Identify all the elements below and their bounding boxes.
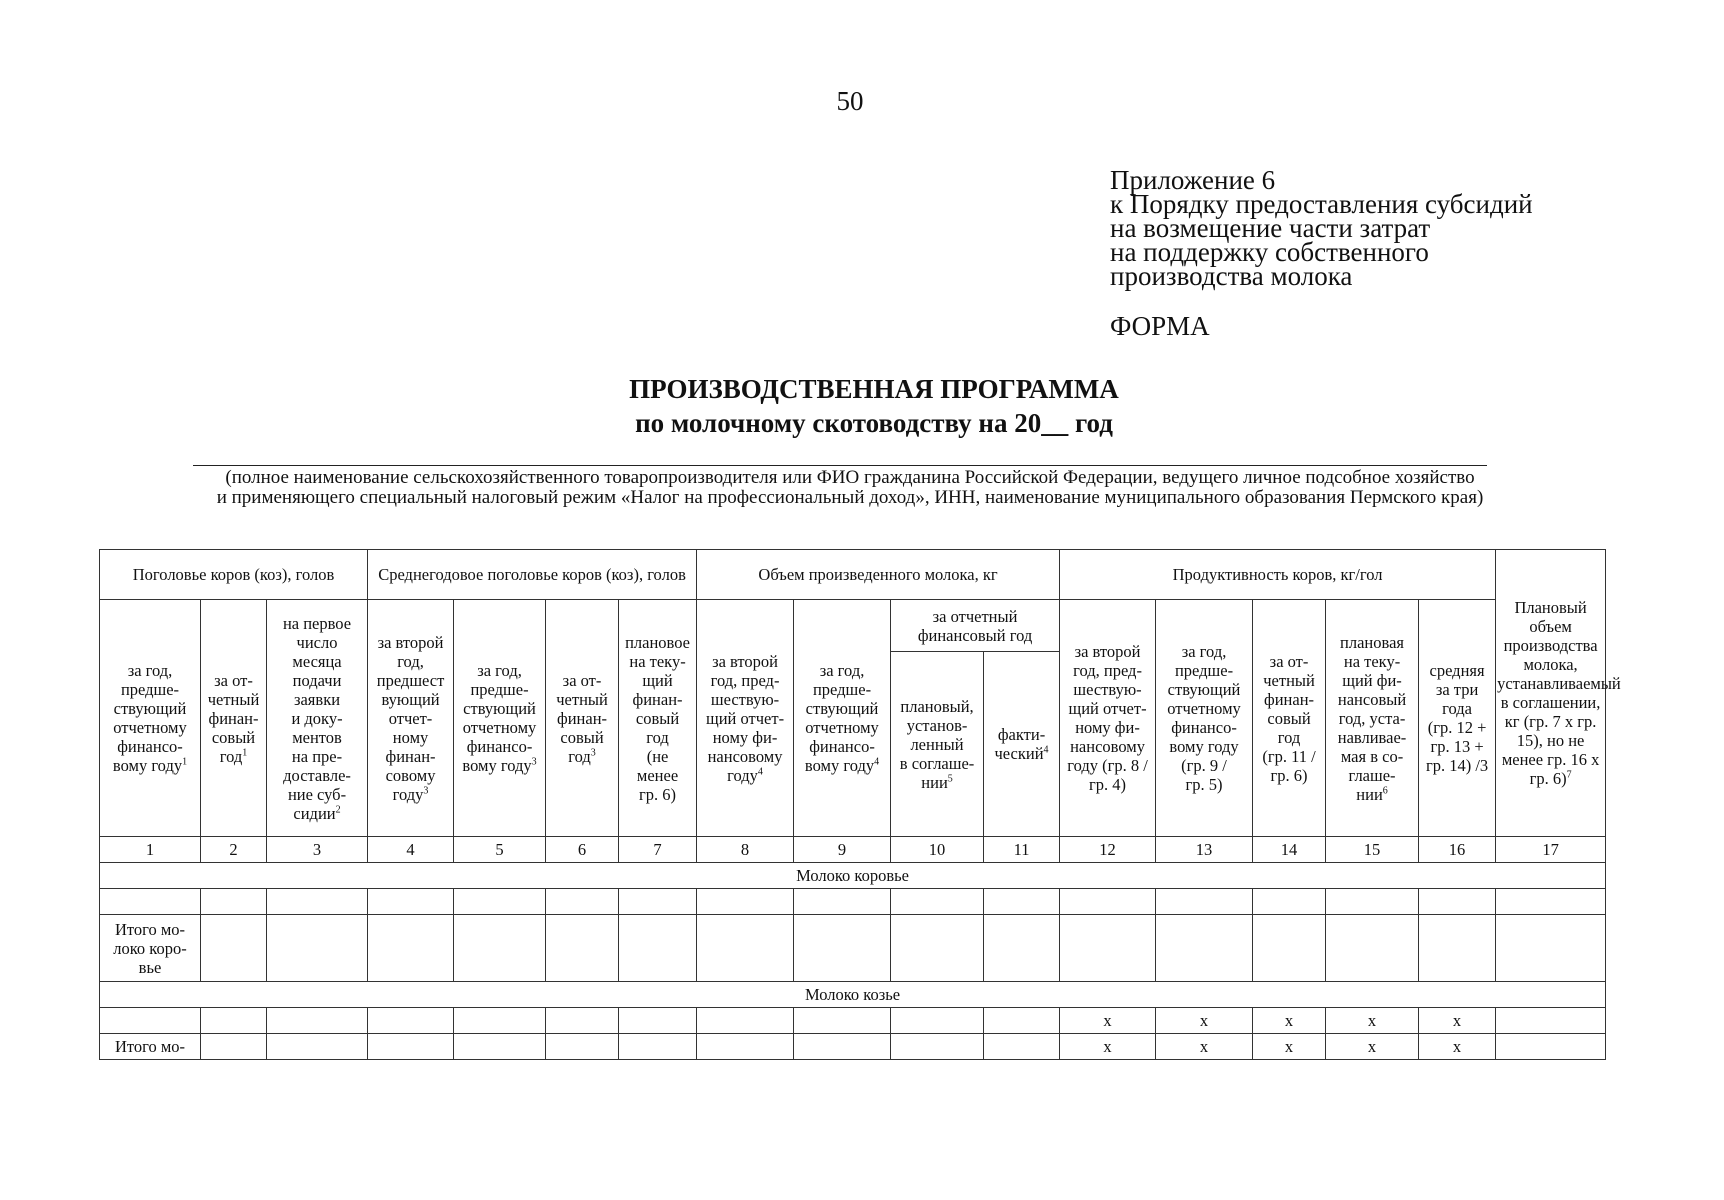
table-cell[interactable]	[454, 889, 546, 915]
table-cell[interactable]	[1496, 889, 1606, 915]
table-cell[interactable]	[454, 915, 546, 982]
table-cell[interactable]	[1496, 1008, 1606, 1034]
column-number: 13	[1156, 837, 1253, 863]
table-cell[interactable]	[1253, 889, 1326, 915]
table-cell[interactable]	[619, 1008, 697, 1034]
column-number: 15	[1326, 837, 1419, 863]
x-mark-cell: х	[1060, 1034, 1156, 1060]
table-cell[interactable]	[1156, 915, 1253, 982]
table-cell[interactable]	[984, 1008, 1060, 1034]
table-cell[interactable]	[619, 1034, 697, 1060]
form-label: ФОРМА	[1110, 311, 1210, 341]
column-number: 7	[619, 837, 697, 863]
x-mark-cell: х	[1156, 1034, 1253, 1060]
fill-in-line	[193, 465, 1487, 466]
table-cell[interactable]	[454, 1008, 546, 1034]
header-planned-volume: Плановый объем производства молока, устанавливаемый в соглашении, кг (гр. 7 х гр. 15), но не менее гр. 16 х гр. 6)$^7$	[1496, 550, 1606, 837]
x-mark-cell: х	[1156, 1008, 1253, 1034]
table-cell[interactable]	[891, 1008, 984, 1034]
col-header: за второй год, пред- шествую- щий отчет- ному фи- нансовому году$^4$	[697, 600, 794, 837]
table-cell[interactable]	[619, 915, 697, 982]
table-cell[interactable]	[368, 1008, 454, 1034]
table-cell[interactable]	[1060, 889, 1156, 915]
production-program-table	[99, 549, 1621, 1060]
table-cell[interactable]	[201, 915, 267, 982]
table-cell[interactable]	[546, 915, 619, 982]
column-number: 10	[891, 837, 984, 863]
table-cell[interactable]	[984, 915, 1060, 982]
table-cell[interactable]	[697, 1008, 794, 1034]
col-header: за от- четный финан- совый год (гр. 11 / гр. 6)	[1253, 600, 1326, 837]
table-cell[interactable]	[454, 1034, 546, 1060]
table-cell[interactable]	[794, 915, 891, 982]
table-cell[interactable]	[1326, 889, 1419, 915]
col-header: за год, предше- ствующий отчетному финансо- вому году$^1$	[100, 600, 201, 837]
table-cell[interactable]	[984, 1034, 1060, 1060]
section-cow-milk: Молоко коровье	[100, 863, 1606, 889]
table-cell[interactable]	[267, 1008, 368, 1034]
table-cell[interactable]	[984, 889, 1060, 915]
table-cell[interactable]	[368, 1034, 454, 1060]
col-header: плановый, установ- ленный в соглаше- нии$^5$	[891, 652, 984, 837]
header-milk-volume: Объем произведенного молока, кг	[697, 550, 1060, 600]
table-cell[interactable]	[267, 889, 368, 915]
header-productivity: Продуктивность коров, кг/гол	[1060, 550, 1496, 600]
col-header: плановое на теку- щий финан- совый год (не менее гр. 6)	[619, 600, 697, 837]
total-goat-label: Итого мо-	[100, 1034, 201, 1060]
header-avg-head-count: Среднегодовое поголовье коров (коз), голов	[368, 550, 697, 600]
column-number: 16	[1419, 837, 1496, 863]
x-mark-cell: х	[1253, 1034, 1326, 1060]
header-head-count: Поголовье коров (коз), голов	[100, 550, 368, 600]
table-cell[interactable]	[368, 889, 454, 915]
col-header: на первое число месяца подачи заявки и доку- ментов на пре- доставле- ние суб- сидии$^2$	[267, 600, 368, 837]
table-row	[100, 889, 1606, 915]
table-cell[interactable]	[697, 1034, 794, 1060]
document-title	[0, 372, 1700, 440]
col-header: за год, предше- ствующий отчетному финансо- вому году (гр. 9 / гр. 5)	[1156, 600, 1253, 837]
table-cell[interactable]	[368, 915, 454, 982]
caption-line: и применяющего специальный налоговый режим «Налог на профессиональный доход», ИНН, наименование муниципального образования Пермского края)	[216, 487, 1484, 508]
table-cell[interactable]	[1060, 915, 1156, 982]
column-number: 4	[368, 837, 454, 863]
appendix-line: на поддержку собственного	[1110, 237, 1429, 267]
table-cell[interactable]	[1326, 915, 1419, 982]
x-mark-cell: х	[1253, 1008, 1326, 1034]
x-mark-cell: х	[1419, 1034, 1496, 1060]
table-row	[100, 1008, 1606, 1034]
col-header: за второй год, предшест вующий отчет- ному финан- совому году$^3$	[368, 600, 454, 837]
table-cell[interactable]	[201, 1008, 267, 1034]
table-cell[interactable]	[697, 889, 794, 915]
table-cell[interactable]	[100, 889, 201, 915]
total-cow-label: Итого мо- локо коро- вье	[100, 915, 201, 982]
table-cell[interactable]	[794, 1034, 891, 1060]
table-cell[interactable]	[619, 889, 697, 915]
column-number: 1	[100, 837, 201, 863]
section-goat-milk: Молоко козье	[100, 982, 1606, 1008]
x-mark-cell: х	[1060, 1008, 1156, 1034]
appendix-line: Приложение 6	[1110, 165, 1276, 195]
header-reporting-year: за отчетный финансовый год	[891, 600, 1060, 652]
col-header: за год, предше- ствующий отчетному финансо- вому году$^3$	[454, 600, 546, 837]
table-cell[interactable]	[267, 1034, 368, 1060]
table-cell[interactable]	[891, 915, 984, 982]
table-row	[100, 1034, 1606, 1060]
table-cell[interactable]	[697, 915, 794, 982]
x-mark-cell: х	[1326, 1008, 1419, 1034]
subtitle-line: по молочному скотоводству на 20__ год	[635, 408, 1113, 438]
appendix-block	[1110, 165, 1533, 291]
column-number: 11	[984, 837, 1060, 863]
table-cell[interactable]	[546, 1008, 619, 1034]
appendix-line: на возмещение части затрат	[1110, 213, 1431, 243]
table-cell[interactable]	[891, 889, 984, 915]
table-cell[interactable]	[1496, 1034, 1606, 1060]
column-number: 2	[201, 837, 267, 863]
column-number: 9	[794, 837, 891, 863]
table-row	[100, 915, 1606, 982]
col-header: за второй год, пред- шествую- щий отчет- ному фи- нансовому году (гр. 8 / гр. 4)	[1060, 600, 1156, 837]
table-cell[interactable]	[201, 889, 267, 915]
table-cell[interactable]	[201, 1034, 267, 1060]
col-header: за от- четный финан- совый год$^1$	[201, 600, 267, 837]
col-header: за год, предше- ствующий отчетному финансо- вому году$^4$	[794, 600, 891, 837]
col-header: средняя за три года (гр. 12 + гр. 13 + гр. 14) /3	[1419, 600, 1496, 837]
x-mark-cell: х	[1419, 1008, 1496, 1034]
appendix-line: к Порядку предоставления субсидий	[1110, 189, 1533, 219]
column-number: 17	[1496, 837, 1606, 863]
table-cell[interactable]	[100, 1008, 201, 1034]
table-cell[interactable]	[794, 889, 891, 915]
table-cell[interactable]	[1496, 915, 1606, 982]
table-cell[interactable]	[1253, 915, 1326, 982]
col-header: плановая на теку- щий фи- нансовый год, уста- навливае- мая в со- глаше- нии$^6$	[1326, 600, 1419, 837]
table-cell[interactable]	[546, 1034, 619, 1060]
table-cell[interactable]	[794, 1008, 891, 1034]
fill-in-caption	[0, 468, 1700, 508]
table-cell[interactable]	[891, 1034, 984, 1060]
table-cell[interactable]	[546, 889, 619, 915]
x-mark-cell: х	[1326, 1034, 1419, 1060]
column-number: 3	[267, 837, 368, 863]
table-cell[interactable]	[1419, 915, 1496, 982]
column-number: 14	[1253, 837, 1326, 863]
title-line: ПРОИЗВОДСТВЕННАЯ ПРОГРАММА	[629, 374, 1119, 404]
column-number: 5	[454, 837, 546, 863]
column-number: 8	[697, 837, 794, 863]
appendix-line: производства молока	[1110, 261, 1353, 291]
table-cell[interactable]	[1419, 889, 1496, 915]
table-cell[interactable]	[267, 915, 368, 982]
col-header: за от- четный финан- совый год$^3$	[546, 600, 619, 837]
col-header: факти- ческий$^4$	[984, 652, 1060, 837]
table-cell[interactable]	[1156, 889, 1253, 915]
column-number: 12	[1060, 837, 1156, 863]
column-number: 6	[546, 837, 619, 863]
page-number: 50	[836, 86, 864, 116]
caption-line: (полное наименование сельскохозяйственного товаропроизводителя или ФИО гражданина Российской Федерации, ведущего личное подсобное хозяйство	[225, 467, 1475, 488]
